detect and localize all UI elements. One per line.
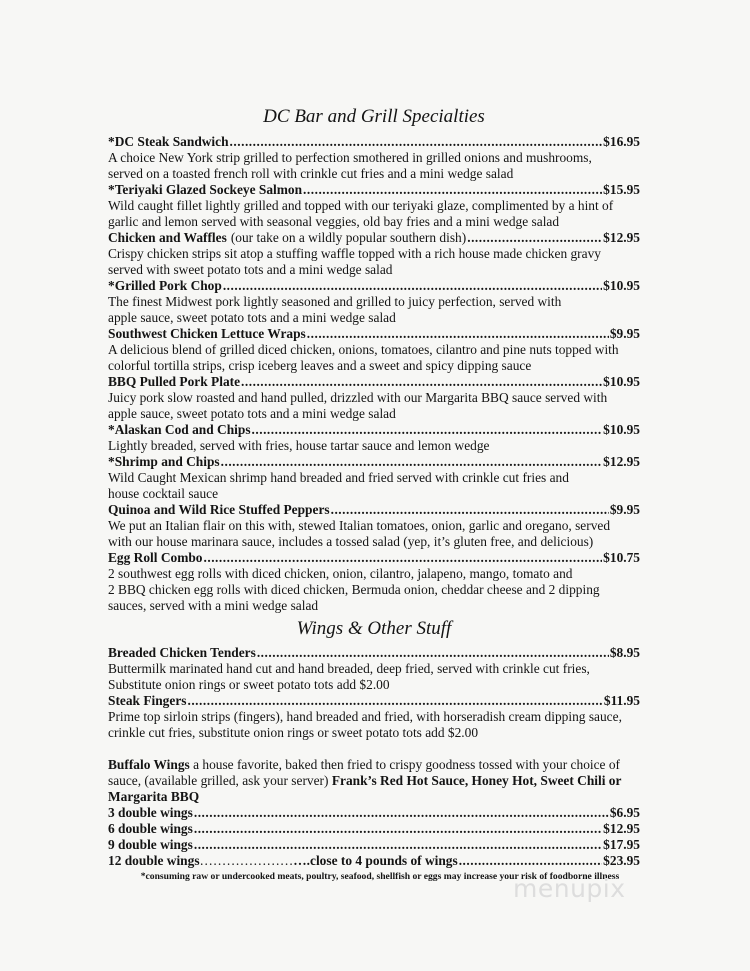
menu-item-description: house cocktail sauce <box>108 486 219 501</box>
menu-item-description: Wild caught fillet lightly grilled and topped with our teriyaki glaze, complimented by a hint of <box>108 198 614 213</box>
menu-item <box>108 454 640 502</box>
menu-item-name: Steak Fingers <box>108 693 187 708</box>
menu-item-description: served on a toasted french roll with crinkle cut fries and a mini wedge salad <box>108 166 514 181</box>
menu-item-header <box>108 502 640 518</box>
menu-item-name: *Shrimp and Chips <box>108 454 220 469</box>
menu-item-header <box>108 837 640 853</box>
menu-item-header <box>108 422 640 438</box>
leader-dots <box>194 805 609 821</box>
menu-item-description: garlic and lemon served with seasonal veggies, old bay fries and a mini wedge salad <box>108 214 560 229</box>
menu-item-description: Crispy chicken strips sit atop a stuffing waffle topped with a rich house made chicken gravy <box>108 246 601 261</box>
menu-item-header <box>108 821 640 837</box>
section-title: DC Bar and Grill Specialties <box>263 106 485 127</box>
buffalo-wings-intro <box>108 757 640 805</box>
menu-item-price: $10.95 <box>603 374 640 389</box>
leader-dots <box>241 374 602 390</box>
leader-dots <box>252 422 603 438</box>
section-specialties <box>108 104 640 614</box>
watermark-logo: menupix <box>513 874 626 903</box>
menu-item <box>108 374 640 422</box>
food-safety-footnote: *consuming raw or undercooked meats, poultry, seafood, shellfish or eggs may increase your risk of foodborne illness <box>140 871 620 882</box>
menu-item-description: Substitute onion rings or sweet potato tots add $2.00 <box>108 677 390 692</box>
menu-item-name: Southwest Chicken Lettuce Wraps <box>108 326 306 341</box>
menu-item-list <box>108 134 640 614</box>
menu-item <box>108 182 640 230</box>
menu-item-description: Lightly breaded, served with fries, house tartar sauce and lemon wedge <box>108 438 490 453</box>
leader-dots <box>467 230 602 246</box>
menu-item-name: Quinoa and Wild Rice Stuffed Peppers <box>108 502 330 517</box>
menu-item-header <box>108 805 640 821</box>
leader-dots <box>223 278 602 294</box>
menu-item-description: 2 southwest egg rolls with diced chicken, onion, cilantro, jalapeno, mango, tomato and <box>108 566 573 581</box>
leader-dots <box>331 502 609 518</box>
menu-item-header <box>108 454 640 470</box>
leader-dots <box>204 550 603 566</box>
menu-item-description: with our house marinara sauce, includes a tossed salad (yep, it’s gluten free, and delicious) <box>108 534 594 549</box>
menu-item-price: $9.95 <box>609 502 640 517</box>
menu-item-header <box>108 693 640 709</box>
leader-dots <box>257 645 609 661</box>
buffalo-wings-desc: a house favorite, baked then fried to crispy goodness tossed with your choice of <box>189 757 620 772</box>
menu-item-name: *DC Steak Sandwich <box>108 134 229 149</box>
buffalo-wings-sauces: Frank’s Red Hot Sauce, Honey Hot, Sweet Chili or <box>331 773 622 788</box>
buffalo-wings-sauces: Margarita BBQ <box>108 789 200 804</box>
menu-item-name: *Alaskan Cod and Chips <box>108 422 251 437</box>
leader-dots <box>221 454 603 470</box>
menu-item-description: served with sweet potato tots and a mini wedge salad <box>108 262 393 277</box>
menu-item-description: Wild Caught Mexican shrimp hand breaded and fried served with crinkle cut fries and <box>108 470 569 485</box>
menu-item <box>108 422 640 454</box>
menu-item-header <box>108 645 640 661</box>
menu-item <box>108 693 640 741</box>
menu-item-price: $17.95 <box>603 837 640 852</box>
menu-item-list <box>108 645 640 741</box>
menu-item-description: The finest Midwest pork lightly seasoned and grilled to juicy perfection, served with <box>108 294 562 309</box>
leader-dots <box>194 821 602 837</box>
menu-item-price: $23.95 <box>603 853 640 868</box>
leader-dots <box>307 326 609 342</box>
menu-item-header <box>108 853 640 869</box>
menu-item-name: 3 double wings <box>108 805 193 820</box>
menu-item <box>108 550 640 614</box>
wing-size-item <box>108 821 640 837</box>
wing-size-item <box>108 837 640 853</box>
leader-dots <box>194 837 602 853</box>
menu-item-price: $9.95 <box>609 326 640 341</box>
menu-item <box>108 645 640 693</box>
menu-item-description: sauces, served with a mini wedge salad <box>108 598 319 613</box>
menu-item-price: $12.95 <box>603 454 640 469</box>
menu-item-description: Buttermilk marinated hand cut and hand breaded, deep fried, served with crinkle cut fries, <box>108 661 590 676</box>
menu-item-description: apple sauce, sweet potato tots and a mini wedge salad <box>108 310 396 325</box>
menu-item-description: A delicious blend of grilled diced chicken, onions, tomatoes, cilantro and pine nuts topped with <box>108 342 619 357</box>
menu-item-name: Egg Roll Combo <box>108 550 203 565</box>
menu-item-price: $16.95 <box>603 134 640 149</box>
menu-item-price: $11.95 <box>603 693 640 708</box>
menu-item-name: 9 double wings <box>108 837 193 852</box>
menu-item-price: $12.95 <box>603 821 640 836</box>
menu-item-description: colorful tortilla strips, crisp iceberg leaves and a sweet and spicy dipping sauce <box>108 358 532 373</box>
menu-item-price: $10.95 <box>603 278 640 293</box>
menu-item-description: Juicy pork slow roasted and hand pulled, drizzled with our Margarita BBQ sauce served with <box>108 390 608 405</box>
menu-item-header <box>108 134 640 150</box>
section-title: Wings & Other Stuff <box>296 618 452 639</box>
menu-item <box>108 230 640 278</box>
leader-dots <box>303 182 602 198</box>
menu-item-note: (our take on a wildly popular southern dish) <box>230 230 467 245</box>
menu-item-name: Chicken and Waffles <box>108 230 227 245</box>
leader-dots <box>459 853 602 869</box>
menu-item-price: $10.95 <box>603 422 640 437</box>
leader-dots <box>230 134 603 150</box>
menu-item-name: *Teriyaki Glazed Sockeye Salmon <box>108 182 303 197</box>
menu-item-header <box>108 326 640 342</box>
menu-item-description: A choice New York strip grilled to perfection smothered in grilled onions and mushrooms, <box>108 150 592 165</box>
menu-item <box>108 134 640 182</box>
buffalo-wings-block <box>108 757 640 869</box>
buffalo-wings-desc: sauce, (available grilled, ask your server) <box>108 773 332 788</box>
menu-item-price: $15.95 <box>603 182 640 197</box>
wing-size-list <box>108 805 640 869</box>
menu-item-header <box>108 278 640 294</box>
menu-item-header <box>108 550 640 566</box>
menu-item <box>108 326 640 374</box>
menu-item-description: 2 BBQ chicken egg rolls with diced chicken, Bermuda onion, cheddar cheese and 2 dipping <box>108 582 600 597</box>
wing-size-item <box>108 805 640 821</box>
menu-item-description: We put an Italian flair on this with, stewed Italian tomatoes, onion, garlic and oregano, served <box>108 518 611 533</box>
menu-item-header <box>108 230 640 246</box>
menu-item-name: *Grilled Pork Chop <box>108 278 222 293</box>
menu-item-name: BBQ Pulled Pork Plate <box>108 374 241 389</box>
spacer <box>108 741 640 757</box>
section-wings-other <box>108 616 640 741</box>
leader-dots: ………………… <box>199 853 294 868</box>
menu-item-name: 6 double wings <box>108 821 193 836</box>
menu-item-description: crinkle cut fries, substitute onion rings or sweet potato tots add $2.00 <box>108 725 479 740</box>
menu-item-price: $8.95 <box>609 645 640 660</box>
menu-item-price: $6.95 <box>609 805 640 820</box>
menu-item <box>108 278 640 326</box>
menu-item-name: Breaded Chicken Tenders <box>108 645 256 660</box>
menu-item-note: ….close to 4 pounds of wings <box>293 853 458 868</box>
menu-item-description: Prime top sirloin strips (fingers), hand breaded and fried, with horseradish cream dipping sauce, <box>108 709 622 724</box>
menu-item-header <box>108 374 640 390</box>
wing-size-item <box>108 853 640 869</box>
menu-item-description: apple sauce, sweet potato tots and a mini wedge salad <box>108 406 396 421</box>
menu-item-price: $10.75 <box>603 550 640 565</box>
menu-item-name: 12 double wings <box>108 853 200 868</box>
menu-item <box>108 502 640 550</box>
menu-item-price: $12.95 <box>603 230 640 245</box>
leader-dots <box>187 693 602 709</box>
buffalo-wings-title: Buffalo Wings <box>108 757 190 772</box>
menu-content <box>108 104 640 884</box>
menu-item-header <box>108 182 640 198</box>
